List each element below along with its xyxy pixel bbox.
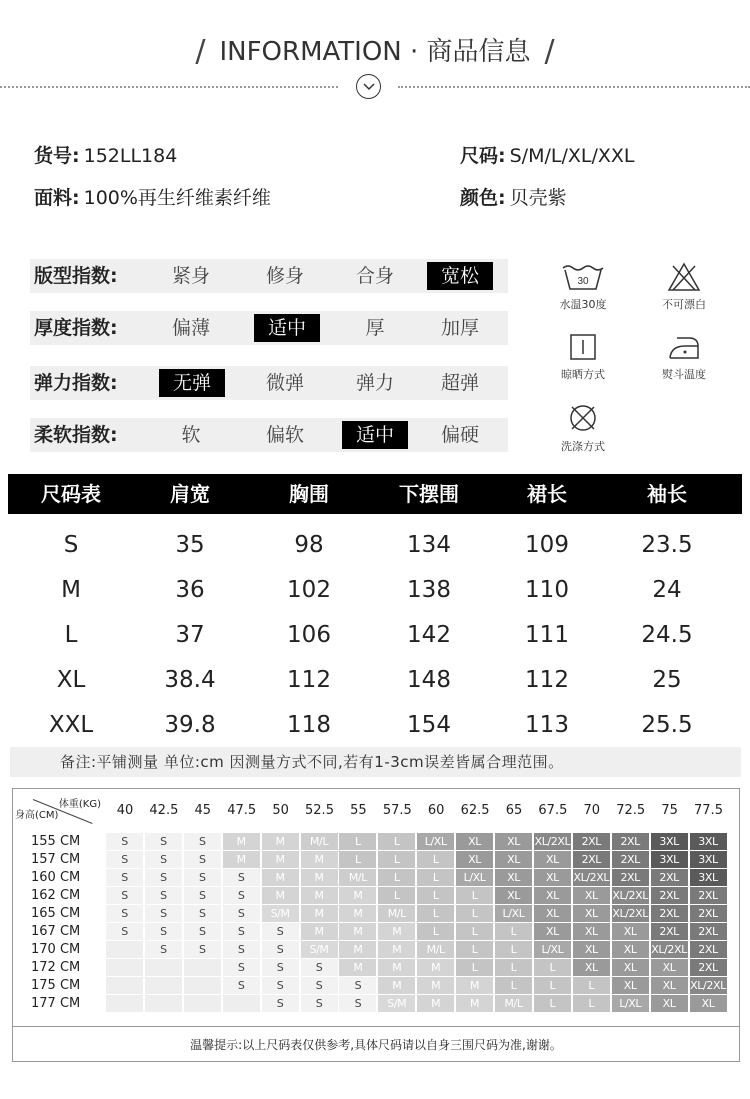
size-range <box>460 141 634 168</box>
size-table-cell: 110 <box>525 577 569 603</box>
index-option: 适中 <box>342 421 408 449</box>
size-recommendation-grid <box>12 788 740 1062</box>
size-grid-cell: S <box>223 977 260 994</box>
measurement-note: 备注:平铺测量 单位:cm 因测量方式不同,若有1-3cm误差皆属合理范围。 <box>10 747 741 777</box>
size-table-cell: 98 <box>294 532 324 558</box>
height-header-cell: 175 CM <box>31 978 81 993</box>
weight-header-cell: 42.5 <box>149 803 179 818</box>
size-grid-cell: M <box>378 941 415 958</box>
size-tip: 温馨提示:以上尺码表仅供参考,具体尺码请以自身三围尺码为准,谢谢。 <box>13 1026 739 1062</box>
size-grid-cell: L <box>378 869 415 886</box>
size-grid-cell: XL/2XL <box>573 871 610 884</box>
size-grid-cell: L <box>456 959 493 976</box>
color-label: 颜色: <box>460 187 506 209</box>
size-table-cell: 148 <box>407 667 451 693</box>
section-header <box>0 28 750 76</box>
size-grid-cell: M <box>301 923 338 940</box>
size-grid-cell: L <box>417 905 454 922</box>
size-table-cell: 24.5 <box>641 622 693 648</box>
size-table-cell: 111 <box>525 622 569 648</box>
size-grid-cell: L <box>417 923 454 940</box>
size-grid-cell: S <box>301 995 338 1012</box>
size-grid-cell: L <box>378 851 415 868</box>
size-grid-cell: XL <box>573 905 610 922</box>
size-grid-cell: S <box>184 851 221 868</box>
index-label: 柔软指数: <box>34 424 118 446</box>
weight-header-cell: 70 <box>583 803 601 818</box>
item-number-label: 货号: <box>34 145 80 167</box>
size-grid-cell: 2XL <box>690 941 727 958</box>
size-grid-cell: M <box>301 887 338 904</box>
index-option: 偏硬 <box>440 424 479 446</box>
size-grid-cell: 2XL <box>690 923 727 940</box>
size-grid-cell: L <box>573 977 610 994</box>
thickness-index-row <box>30 311 508 345</box>
care-item <box>639 262 729 312</box>
weight-header-cell: 55 <box>350 803 367 818</box>
weight-header-cell: 47.5 <box>227 803 257 818</box>
size-grid-cell: S <box>223 905 260 922</box>
elasticity-index-row <box>30 366 508 400</box>
size-table-cell: 134 <box>407 532 451 558</box>
size-grid-cell: L/XL <box>456 869 493 886</box>
size-table-header-cell: 胸围 <box>289 482 329 506</box>
size-grid-cell: XL/2XL <box>612 889 648 902</box>
size-table-cell: L <box>64 622 78 648</box>
size-grid-cell: S <box>223 923 260 940</box>
size-table-cell: 23.5 <box>641 532 693 558</box>
size-grid-cell: S <box>301 977 338 994</box>
size-grid-cell: L/XL <box>417 833 454 850</box>
size-grid-cell: L <box>456 941 493 958</box>
size-grid-cell: XL <box>651 977 688 994</box>
care-item <box>538 262 628 312</box>
size-grid-cell <box>145 959 182 976</box>
size-table-row <box>8 613 742 657</box>
slash-decoration-left: / <box>195 34 206 69</box>
size-grid-cell: 2XL <box>690 959 727 976</box>
size-grid-cell: XL <box>690 995 727 1012</box>
size-grid-cell: 2XL <box>612 869 649 886</box>
size-grid-cell: S <box>106 887 143 904</box>
size-grid-cell: L <box>339 851 376 868</box>
index-option: 厚 <box>365 317 385 339</box>
index-option: 偏薄 <box>171 317 210 339</box>
size-grid-cell: S <box>339 995 376 1012</box>
size-grid-cell: S <box>339 977 376 994</box>
size-grid-cell: M <box>378 959 415 976</box>
height-header-cell: 160 CM <box>31 870 81 885</box>
size-grid-cell: S/M <box>301 941 338 958</box>
size-grid-cell: S <box>184 869 221 886</box>
weight-header-cell: 40 <box>116 803 134 818</box>
size-grid-cell: 3XL <box>690 833 727 850</box>
grid-corner <box>13 789 105 833</box>
size-table-header-cell: 袖长 <box>647 482 687 506</box>
size-grid-cell <box>184 959 221 976</box>
size-grid-cell: 3XL <box>651 833 688 850</box>
size-grid-cell: 2XL <box>573 833 610 850</box>
size-grid-cell: L <box>417 869 454 886</box>
no-bleach-icon <box>667 262 701 292</box>
size-grid-cell: M <box>262 869 299 886</box>
care-item <box>639 332 729 382</box>
dotted-divider-right <box>398 86 750 88</box>
size-grid-cell: XL <box>612 923 649 940</box>
size-grid-cell: 2XL <box>573 851 610 868</box>
size-grid-cell: XL <box>573 941 610 958</box>
size-grid-cell: S <box>145 887 182 904</box>
size-table-cell: 24 <box>652 577 682 603</box>
size-table-cell: XL <box>56 667 86 693</box>
size-table-cell: 36 <box>175 577 205 603</box>
size-grid-cell: M <box>378 977 415 994</box>
size-grid-cell: XL/2XL <box>534 835 571 848</box>
size-table-row <box>8 568 742 612</box>
chevron-down-icon <box>356 74 381 99</box>
index-option: 适中 <box>254 314 320 342</box>
size-grid-cell: S <box>145 923 182 940</box>
size-table-cell: 106 <box>287 622 331 648</box>
size-grid-cell: XL <box>495 887 532 904</box>
size-grid-cell <box>106 977 143 994</box>
size-table-cell: 142 <box>407 622 451 648</box>
size-grid-cell: S <box>223 941 260 958</box>
size-grid-cell: 2XL <box>651 905 688 922</box>
wash-30-icon <box>560 262 606 292</box>
size-grid-cell: XL <box>534 905 571 922</box>
size-grid-cell: M <box>417 995 454 1012</box>
size-table-cell: 37 <box>175 622 205 648</box>
height-axis-label: 身高(CM) <box>15 810 59 821</box>
size-table-cell: 25 <box>652 667 682 693</box>
size-grid-cell: XL <box>534 887 571 904</box>
size-grid-cell: M <box>456 977 493 994</box>
size-grid-cell: 3XL <box>651 851 688 868</box>
size-grid-cell: S <box>223 869 260 886</box>
index-option: 弹力 <box>355 372 394 394</box>
care-item <box>538 332 628 382</box>
size-grid-cell: L <box>456 905 493 922</box>
size-grid-cell <box>106 941 143 958</box>
size-table-cell: 102 <box>287 577 331 603</box>
weight-header-cell: 45 <box>194 803 212 818</box>
size-table-header-cell: 尺码表 <box>41 482 101 506</box>
care-label: 洗涤方式 <box>561 440 605 453</box>
size-grid-cell: XL <box>651 959 688 976</box>
size-grid-cell: L <box>417 887 454 904</box>
size-grid-cell: XL <box>534 923 571 940</box>
size-grid-cell: L <box>456 923 493 940</box>
size-grid-cell: L/XL <box>495 905 532 922</box>
size-grid-cell: 2XL <box>612 851 649 868</box>
size-grid-cell: S <box>301 959 338 976</box>
size-grid-cell: L <box>417 851 454 868</box>
weight-header-cell: 72.5 <box>616 803 646 818</box>
size-table-header-cell: 裙长 <box>527 482 567 506</box>
care-label: 晾晒方式 <box>561 368 605 381</box>
size-table-cell: S <box>63 532 79 558</box>
weight-header-cell: 65 <box>505 803 523 818</box>
size-grid-cell: L <box>339 833 376 850</box>
size-grid-cell: S <box>184 923 221 940</box>
softness-index-row <box>30 418 508 452</box>
size-grid-cell <box>106 995 143 1012</box>
fit-index-row <box>30 259 508 293</box>
size-table-row <box>8 523 742 567</box>
size-grid-cell: L/XL <box>612 995 649 1012</box>
index-option: 宽松 <box>427 262 493 290</box>
size-grid-cell: S <box>223 887 260 904</box>
weight-header-cell: 67.5 <box>538 803 568 818</box>
size-table-cell: 39.8 <box>164 712 216 738</box>
care-item <box>538 402 628 454</box>
size-grid-cell: S <box>145 905 182 922</box>
height-header-cell: 170 CM <box>31 942 81 957</box>
size-grid-cell: S <box>223 959 260 976</box>
height-header-cell: 172 CM <box>31 960 81 975</box>
size-grid-cell: S <box>106 851 143 868</box>
size-grid-cell: L <box>534 959 571 976</box>
size-grid-cell: M/L <box>339 869 376 886</box>
height-header-cell: 177 CM <box>31 996 81 1011</box>
size-grid-cell: S <box>184 905 221 922</box>
size-grid-cell: M <box>223 851 260 868</box>
index-option: 软 <box>181 424 201 446</box>
size-table-cell: 35 <box>175 532 205 558</box>
index-option: 偏软 <box>265 424 304 446</box>
size-grid-cell: M <box>262 851 299 868</box>
size-grid-cell: M <box>417 959 454 976</box>
weight-header-cell: 57.5 <box>382 803 412 818</box>
size-grid-cell: S <box>145 869 182 886</box>
size-grid-cell <box>184 977 221 994</box>
size-grid-cell: S <box>262 941 299 958</box>
size-grid-cell: M <box>262 887 299 904</box>
size-grid-cell: L <box>495 977 532 994</box>
size-grid-cell: M/L <box>378 905 415 922</box>
size-grid-cell <box>223 995 260 1012</box>
size-grid-cell: 2XL <box>651 869 688 886</box>
section-title: INFORMATION · 商品信息 <box>219 37 531 67</box>
size-grid-cell: XL <box>495 833 532 850</box>
size-grid-cell: M <box>301 851 338 868</box>
size-grid-cell: XL <box>612 959 649 976</box>
size-grid-cell: M <box>339 905 376 922</box>
size-grid-cell: L <box>378 833 415 850</box>
size-grid-cell: M <box>262 833 299 850</box>
size-table-row <box>8 703 742 747</box>
size-grid-cell: M <box>417 977 454 994</box>
size-grid-cell: S <box>106 869 143 886</box>
size-grid-cell: M <box>339 887 376 904</box>
height-header-cell: 167 CM <box>31 924 81 939</box>
size-grid-cell: M <box>301 905 338 922</box>
size-grid-cell: S <box>184 833 221 850</box>
size-grid-cell: XL <box>573 959 610 976</box>
size-grid-cell: 2XL <box>612 833 649 850</box>
size-table-cell: XXL <box>48 712 94 738</box>
size-grid-cell: XL <box>495 851 532 868</box>
size-grid-cell: M <box>223 833 260 850</box>
index-option: 紧身 <box>171 265 210 287</box>
size-table-cell: 154 <box>407 712 451 738</box>
size-grid-cell: S <box>184 941 221 958</box>
weight-header-cell: 60 <box>427 803 445 818</box>
size-grid-cell: S <box>145 941 182 958</box>
height-header-cell: 157 CM <box>31 852 81 867</box>
size-table-row <box>8 658 742 702</box>
size-grid-cell: L <box>495 923 532 940</box>
size-grid-cell: M <box>301 869 338 886</box>
size-grid-cell: S <box>145 851 182 868</box>
size-grid-cell: S <box>106 923 143 940</box>
size-grid-cell: XL <box>495 869 532 886</box>
index-option: 微弹 <box>265 372 304 394</box>
size-grid-cell: S <box>184 887 221 904</box>
size-table-cell: 138 <box>407 577 451 603</box>
size-grid-cell: L <box>573 995 610 1012</box>
weight-header-cell: 50 <box>272 803 289 818</box>
size-grid-cell: S <box>262 959 299 976</box>
size-grid-cell: S/M <box>262 905 299 922</box>
size-grid-cell: S <box>145 833 182 850</box>
index-label: 版型指数: <box>34 265 118 287</box>
size-grid-cell: M <box>339 959 376 976</box>
size-grid-cell: M/L <box>417 941 454 958</box>
size-grid-cell: 2XL <box>651 923 688 940</box>
dotted-divider-left <box>0 86 338 88</box>
size-table-header <box>8 474 742 514</box>
size-grid-cell: XL <box>651 995 688 1012</box>
size-grid-cell: S/M <box>378 995 415 1012</box>
care-label: 水温30度 <box>559 298 607 311</box>
size-grid-cell: XL <box>573 923 610 940</box>
index-option: 修身 <box>265 265 304 287</box>
height-header-cell: 162 CM <box>31 888 81 903</box>
size-grid-cell: 2XL <box>690 905 727 922</box>
care-label: 不可漂白 <box>662 298 706 311</box>
item-number-value: 152LL184 <box>83 145 178 167</box>
size-grid-cell: L <box>534 977 571 994</box>
size-grid-cell: M <box>339 923 376 940</box>
size-grid-cell: XL <box>612 977 649 994</box>
item-number <box>34 141 177 168</box>
fabric-value: 100%再生纤维素纤维 <box>83 187 271 209</box>
size-grid-cell: XL <box>534 851 571 868</box>
iron-icon <box>667 332 701 362</box>
size-grid-cell: M <box>378 923 415 940</box>
size-grid-cell <box>106 959 143 976</box>
weight-header-cell: 75 <box>661 803 678 818</box>
size-table-cell: 113 <box>525 712 569 738</box>
size-grid-cell: S <box>262 977 299 994</box>
size-grid-cell: L <box>534 995 571 1012</box>
size-grid-cell: M/L <box>495 995 532 1012</box>
size-table-header-cell: 下摆围 <box>399 482 459 506</box>
size-grid-cell: XL <box>612 941 649 958</box>
size-table-cell: 118 <box>287 712 331 738</box>
size-table-cell: 38.4 <box>164 667 216 693</box>
height-header-cell: 165 CM <box>31 906 81 921</box>
drying-icon <box>568 332 598 362</box>
size-grid-cell: XL <box>534 869 571 886</box>
size-grid-cell: XL <box>456 851 493 868</box>
svg-text:30: 30 <box>577 276 589 287</box>
size-grid-cell: XL/2XL <box>651 943 687 956</box>
fabric <box>34 183 271 210</box>
weight-header-cell: 62.5 <box>460 803 490 818</box>
size-grid-cell: L <box>495 959 532 976</box>
color-value: 贝壳紫 <box>509 187 567 209</box>
size-table-cell: 112 <box>525 667 569 693</box>
height-header-cell: 155 CM <box>31 834 81 849</box>
size-grid-cell: XL <box>573 887 610 904</box>
care-label: 熨斗温度 <box>662 368 706 381</box>
index-option: 合身 <box>355 265 394 287</box>
color <box>460 183 567 210</box>
size-grid-cell: L <box>495 941 532 958</box>
size-grid-cell: S <box>106 905 143 922</box>
index-option: 加厚 <box>440 317 479 339</box>
size-grid-cell <box>145 995 182 1012</box>
size-table-cell: 109 <box>525 532 569 558</box>
size-grid-cell: S <box>262 995 299 1012</box>
size-grid-cell <box>184 995 221 1012</box>
size-grid-cell: 3XL <box>690 851 727 868</box>
size-grid-cell: 2XL <box>651 887 688 904</box>
size-table-cell: M <box>61 577 81 603</box>
size-grid-cell: S <box>106 833 143 850</box>
size-grid-cell <box>145 977 182 994</box>
size-range-value: S/M/L/XL/XXL <box>509 145 635 167</box>
size-table-cell: 112 <box>287 667 331 693</box>
size-grid-cell: 2XL <box>690 887 727 904</box>
fabric-label: 面料: <box>34 187 80 209</box>
weight-axis-label: 体重(KG) <box>58 799 101 810</box>
size-range-label: 尺码: <box>460 145 506 167</box>
weight-header-cell: 77.5 <box>694 803 723 818</box>
size-grid-cell: M/L <box>301 833 338 850</box>
index-label: 厚度指数: <box>34 317 118 339</box>
index-label: 弹力指数: <box>34 372 118 394</box>
size-grid-cell: XL/2XL <box>612 907 648 920</box>
size-table-cell: 25.5 <box>641 712 693 738</box>
size-grid-cell: XL <box>456 833 493 850</box>
size-table-header-cell: 肩宽 <box>170 482 210 506</box>
size-grid-cell: S <box>262 923 299 940</box>
size-grid-cell: XL/2XL <box>690 979 726 992</box>
weight-header-cell: 52.5 <box>305 803 334 818</box>
size-grid-cell: M <box>456 995 493 1012</box>
size-grid-cell: L <box>456 887 493 904</box>
no-dryclean-icon <box>567 402 599 434</box>
index-option: 超弹 <box>440 372 479 394</box>
size-grid-cell: M <box>339 941 376 958</box>
slash-decoration-right: / <box>544 34 555 69</box>
index-option: 无弹 <box>159 369 225 397</box>
size-grid-cell: 3XL <box>690 869 727 886</box>
size-grid-cell: L <box>378 887 415 904</box>
size-grid-cell: L/XL <box>534 941 571 958</box>
